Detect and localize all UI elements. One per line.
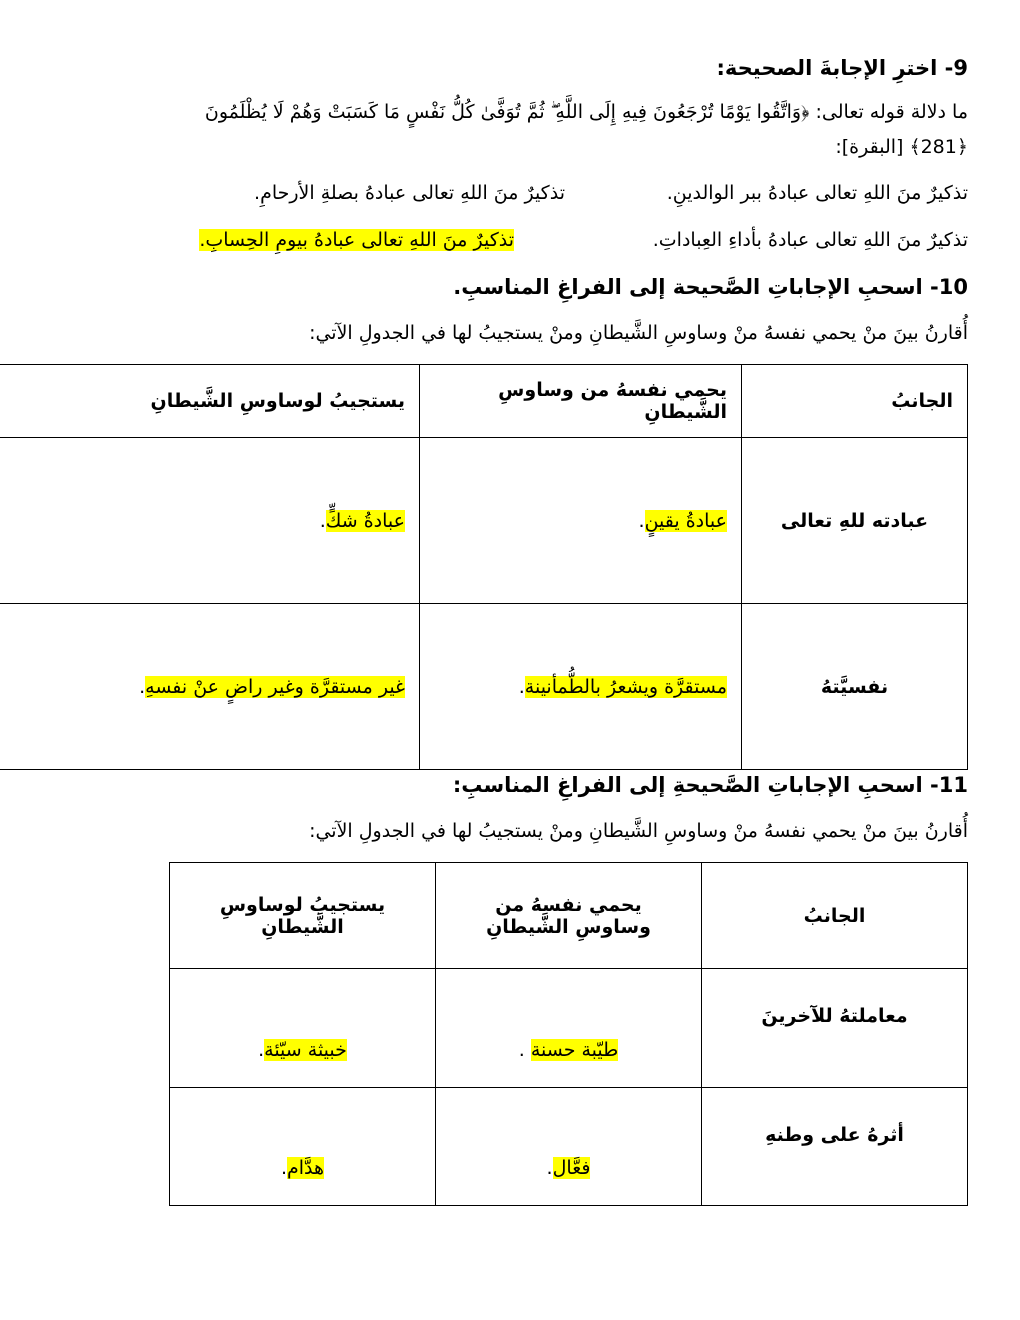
table-row xyxy=(170,1088,968,1206)
q9-option-4-text: تذكيرٌ منَ اللهِ تعالى عبادهُ بيومِ الحِسابِ. xyxy=(199,229,514,251)
q10-intro: أُقارنُ بينَ منْ يحمي نفسهُ منْ وساوسِ الشَّيطانِ ومنْ يستجيبُ لها في الجدولِ الآتي: xyxy=(309,322,968,344)
q9-option-1-text: تذكيرٌ منَ اللهِ تعالى عبادهُ ببر الوالدينِ. xyxy=(666,182,968,204)
q9-option-2[interactable] xyxy=(254,182,565,204)
drag-answer[interactable]: هدَّام xyxy=(287,1157,325,1179)
q11-row1-aspect: معاملتهُ للآخرينَ xyxy=(702,969,968,1088)
drag-answer[interactable]: مستقرَّة ويشعرُ بالطُّمأنينة xyxy=(524,675,727,698)
q10-title: 10- اسحبِ الإجاباتِ الصَّحيحة إلى الفراغِ المناسبِ. xyxy=(453,275,968,299)
drag-answer[interactable]: غير مستقرَّة وغير راضٍ عنْ نفسهِ xyxy=(145,675,405,698)
q11-header-protects: يحمي نفسهُ من وساوسِ الشَّيطانِ xyxy=(436,863,702,969)
q9-option-3-text: تذكيرٌ منَ اللهِ تعالى عبادهُ بأداءِ العِباداتِ. xyxy=(652,229,968,251)
q11-header-row xyxy=(170,863,968,969)
q11-intro: أُقارنُ بينَ منْ يحمي نفسهُ منْ وساوسِ الشَّيطانِ ومنْ يستجيبُ لها في الجدولِ الآتي: xyxy=(309,820,968,842)
q10-row2-protects-slot[interactable]: مستقرَّة ويشعرُ بالطُّمأنينة. xyxy=(420,604,742,770)
drag-answer[interactable]: عبادةُ يقينٍ xyxy=(644,509,727,532)
q11-table xyxy=(169,862,968,1206)
drag-answer[interactable]: فعَّال xyxy=(552,1157,591,1179)
q9-option-1[interactable] xyxy=(667,182,968,204)
q10-row1-responds-slot[interactable]: عبادةُ شكٍّ. xyxy=(0,438,420,604)
q10-header-protects: يحمي نفسهُ من وساوسِ الشَّيطانِ xyxy=(420,365,742,438)
q10-header-aspect: الجانبُ xyxy=(742,365,968,438)
q9-option-3[interactable] xyxy=(653,229,968,251)
table-row xyxy=(170,969,968,1088)
q11-row1-responds-slot[interactable]: خبيثة سيّئة. xyxy=(170,969,436,1088)
q10-row1-aspect: عبادته للهِ تعالى xyxy=(742,438,968,604)
q9-question-line1: ما دلالة قوله تعالى: ﴿وَاتَّقُوا يَوْمًا تُرْجَعُونَ فِيهِ إِلَى اللَّهِ ۖ ثُمَّ تُوَفَّىٰ كُلُّ نَفْسٍ مَا كَسَبَتْ وَهُمْ لَا يُظْلَمُونَ xyxy=(204,101,968,123)
drag-answer[interactable]: خبيثة سيّئة xyxy=(264,1039,347,1061)
q11-header-responds: يستجيبُ لوساوسِ الشَّيطانِ xyxy=(170,863,436,969)
q10-row1-protects-slot[interactable]: عبادةُ يقينٍ. xyxy=(420,438,742,604)
q11-row1-protects-slot[interactable]: طيّبة حسنة . xyxy=(436,969,702,1088)
q11-row2-protects-slot[interactable]: فعَّال. xyxy=(436,1088,702,1206)
q10-header-responds: يستجيبُ لوساوسِ الشَّيطانِ xyxy=(0,365,420,438)
q11-title: 11- اسحبِ الإجاباتِ الصَّحيحةِ إلى الفراغِ المناسبِ: xyxy=(452,773,968,797)
drag-answer[interactable]: عبادةُ شكٍّ xyxy=(325,509,405,532)
q11-header-aspect: الجانبُ xyxy=(702,863,968,969)
q9-title: 9- اخترِ الإجابةَ الصحيحة: xyxy=(716,56,968,80)
q9-question-line2: ﴿281﴾ [البقرة]: xyxy=(835,136,968,158)
q10-row2-aspect: نفسيَّتهُ xyxy=(742,604,968,770)
q10-header-row xyxy=(0,365,968,438)
q11-row2-aspect: أثرهُ على وطنهِ xyxy=(702,1088,968,1206)
q10-table xyxy=(0,364,968,770)
q10-row2-responds-slot[interactable]: غير مستقرَّة وغير راضٍ عنْ نفسهِ. xyxy=(0,604,420,770)
drag-answer[interactable]: طيّبة حسنة xyxy=(530,1039,619,1061)
table-row xyxy=(0,604,968,770)
q9-option-2-text: تذكيرٌ منَ اللهِ تعالى عبادهُ بصلةِ الأرحامِ. xyxy=(254,182,565,204)
q9-option-4-correct[interactable] xyxy=(199,229,514,251)
q11-row2-responds-slot[interactable]: هدَّام. xyxy=(170,1088,436,1206)
table-row xyxy=(0,438,968,604)
